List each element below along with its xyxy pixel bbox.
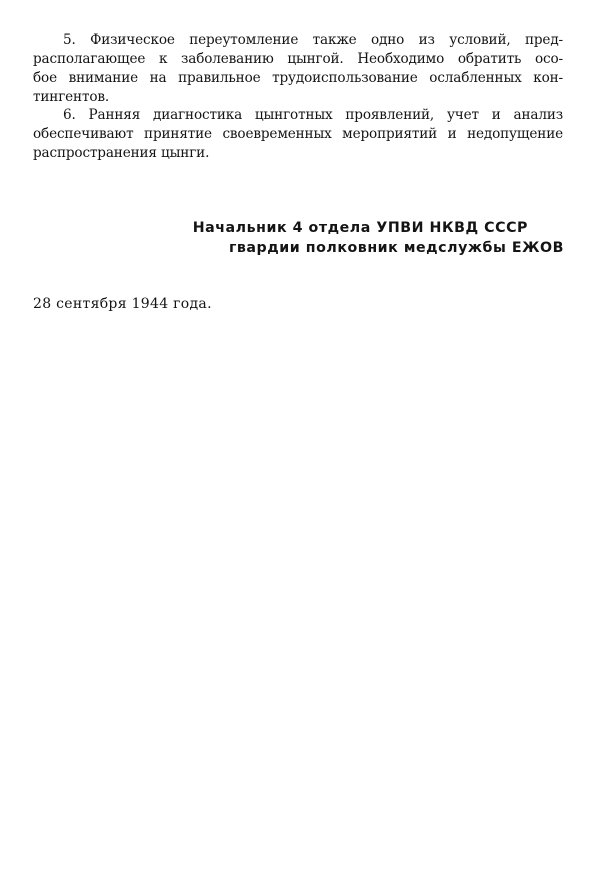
paragraph-6	[33, 106, 563, 163]
signature-title: Начальник 4 отдела УПВИ НКВД СССР	[192, 220, 528, 236]
paragraph-line: обеспечивают принятие своевременных мероприятий и недопущение	[33, 126, 563, 142]
paragraph-5	[33, 31, 563, 107]
document-date: 28 сентября 1944 года.	[33, 296, 212, 312]
paragraph-line: 6. Ранняя диагностика цынготных проявлений, учет и анализ	[63, 107, 563, 123]
signature-name: гвардии полковник медслужбы ЕЖОВ	[228, 240, 564, 256]
paragraph-line: распространения цынги.	[33, 145, 210, 161]
paragraph-line: располагающее к заболеванию цынгой. Необходимо обратить осо-	[33, 51, 563, 67]
paragraph-line: бое внимание на правильное трудоиспользование ослабленных кон-	[33, 70, 563, 86]
paragraph-line: тингентов.	[33, 89, 110, 105]
paragraph-line: 5. Физическое переутомление также одно из условий, пред-	[63, 32, 563, 48]
